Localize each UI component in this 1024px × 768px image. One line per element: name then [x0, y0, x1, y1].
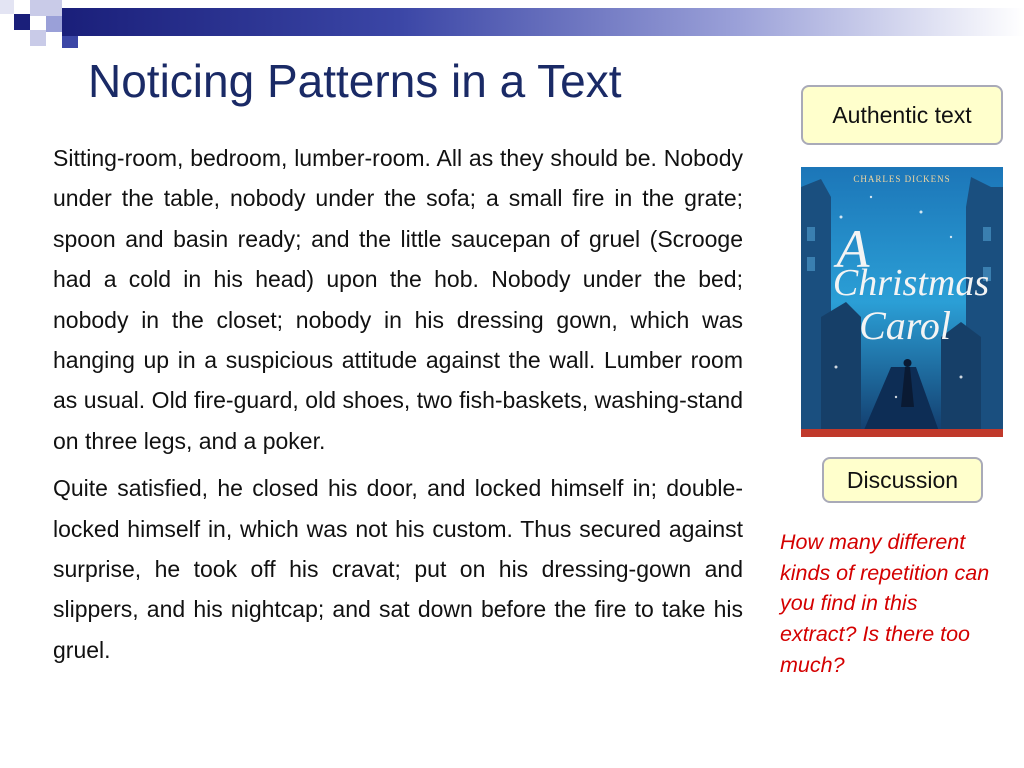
header-square — [30, 30, 46, 46]
extract-paragraph: Quite satisfied, he closed his door, and locked himself in; double-locked himself in, which was not his custom. Thus secured against surprise, he took off his cravat; put on his dressing-gown and slippers, and his nightcap; and sat down before the fire to take his gruel. — [53, 475, 743, 663]
header-square — [30, 0, 62, 16]
extract-text — [53, 138, 743, 677]
header-square — [0, 0, 14, 14]
discussion-button[interactable]: Discussion — [822, 457, 983, 503]
header-square — [46, 16, 62, 32]
authentic-text-button[interactable]: Authentic text — [801, 85, 1003, 145]
header-square — [62, 36, 78, 48]
cover-title-christmas: Christmas — [832, 262, 990, 304]
cover-title-a: A — [836, 219, 870, 279]
extract-paragraph: Sitting-room, bedroom, lumber-room. All as they should be. Nobody under the table, nobody under the sofa; a small fire in the grate; spoon and basin ready; and the little saucepan of gruel (Scrooge had a cold in his head) upon the hob. Nobody under the bed; nobody in the closet; nobody in his dressing gown, which was hanging up in a suspicious attitude against the wall. Lumber room as usual. Old fire-guard, old shoes, two fish-baskets, washing-stand on three legs, and a poker. — [53, 145, 743, 454]
discussion-question: How many different kinds of repetition can you find in this extract? Is there too much? — [780, 530, 990, 677]
book-cover-image — [801, 167, 1003, 437]
header-square — [14, 14, 30, 30]
cover-author: CHARLES DICKENS — [853, 174, 951, 184]
cover-title-carol: Carol — [859, 303, 951, 348]
header-gradient-bar — [62, 8, 1024, 36]
slide-title: Noticing Patterns in a Text — [88, 55, 622, 107]
